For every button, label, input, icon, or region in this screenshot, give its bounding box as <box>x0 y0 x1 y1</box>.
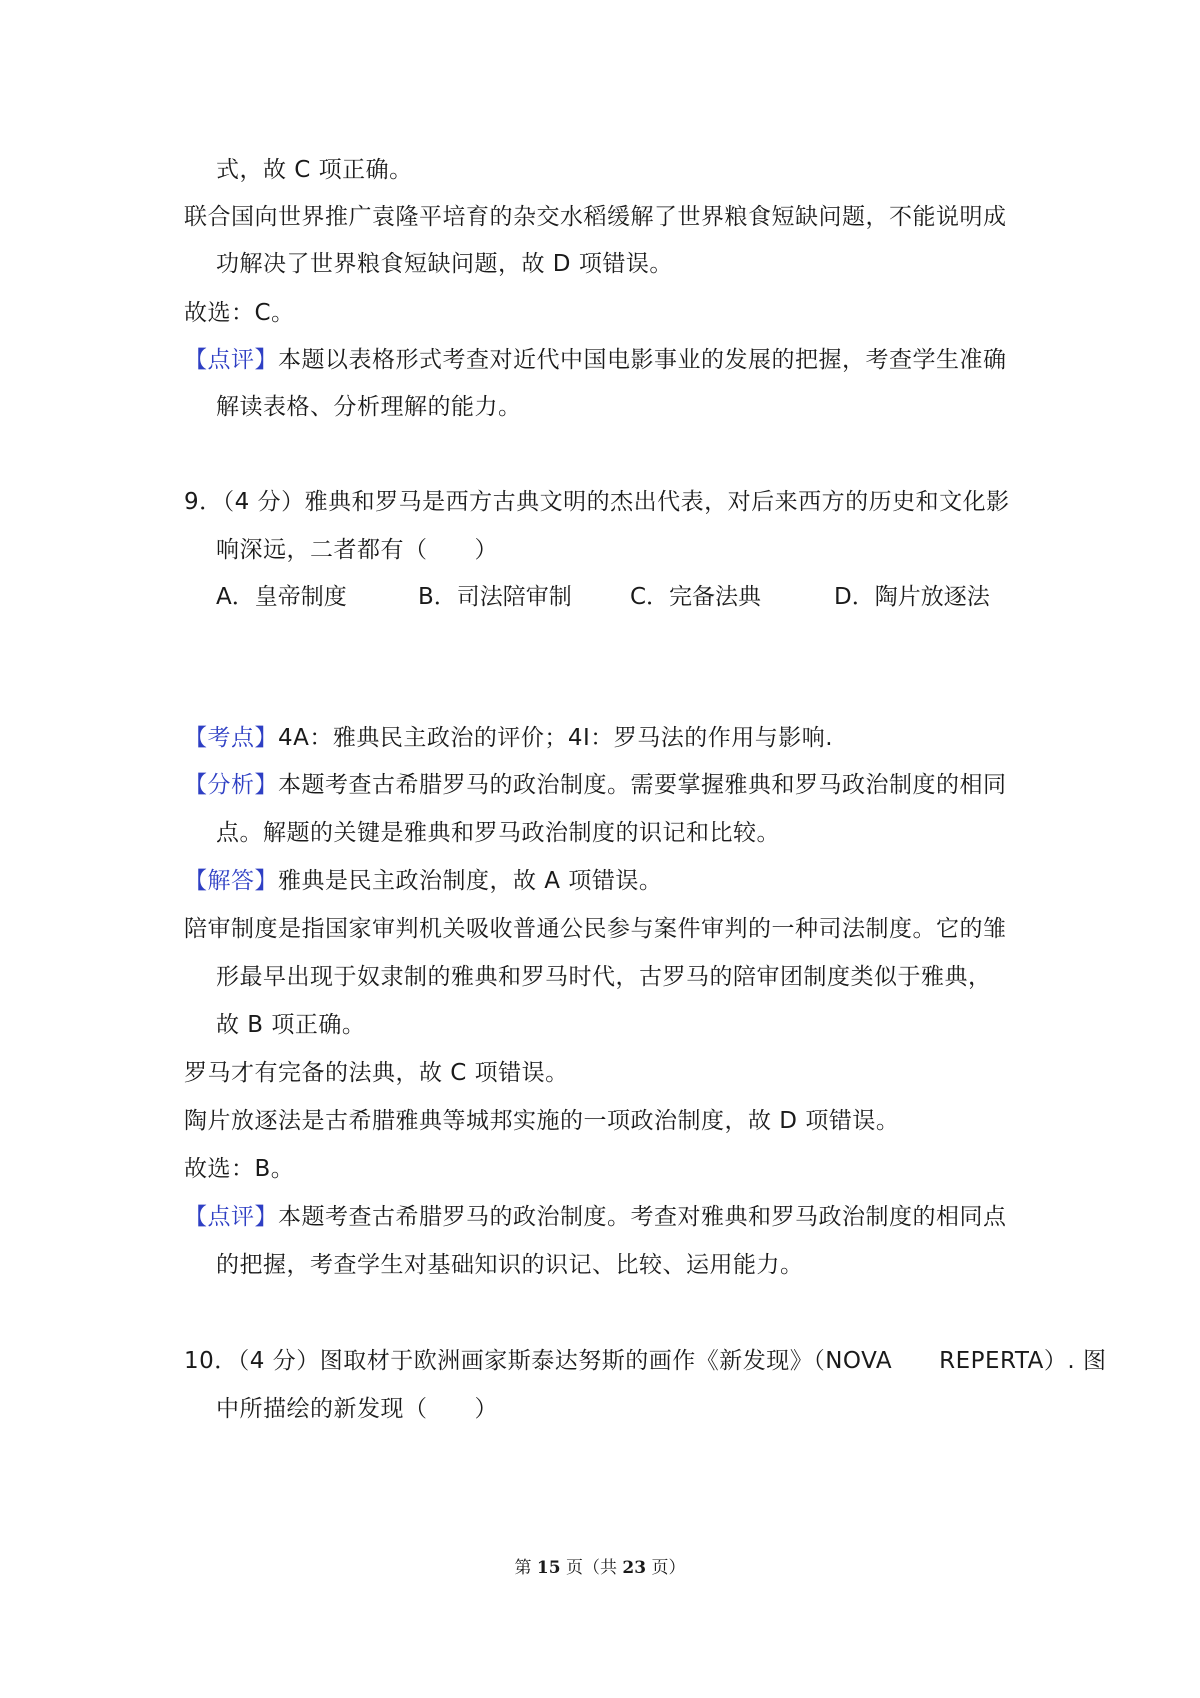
fenxi-text: 本题考查古希腊罗马的政治制度。需要掌握雅典和罗马政治制度的相同 <box>278 772 1007 798</box>
footer-prefix: 第 <box>514 1558 537 1578</box>
q9-option-c: C．完备法典 <box>630 584 762 610</box>
dianping-text: 本题考查古希腊罗马的政治制度。考查对雅典和罗马政治制度的相同点 <box>278 1204 1007 1230</box>
comment-tag: 【点评】 <box>184 347 278 373</box>
q9-jieda-line6: 陶片放逐法是古希腊雅典等城邦实施的一项政治制度，故 D 项错误。 <box>184 1108 900 1134</box>
prev-analysis-line: 联合国向世界推广袁隆平培育的杂交水稻缓解了世界粮食短缺问题，不能说明成 <box>184 204 1007 230</box>
prev-answer-choice: 故选：C。 <box>184 300 295 326</box>
q9-jieda-line4: 故 B 项正确。 <box>216 1012 366 1038</box>
comment-text: 本题以表格形式考查对近代中国电影事业的发展的把握，考查学生准确 <box>278 347 1007 373</box>
q9-fenxi <box>184 770 1007 800</box>
q9-answer: 故选：B。 <box>184 1156 295 1182</box>
footer-page-number: 15 <box>536 1558 561 1578</box>
footer-suffix: 页） <box>646 1558 686 1578</box>
fenxi-tag: 【分析】 <box>184 772 278 798</box>
q9-option-a: A．皇帝制度 <box>216 584 347 610</box>
page-footer <box>0 1556 1200 1580</box>
q9-kaodian <box>184 723 833 753</box>
prev-answer-line: 式，故 C 项正确。 <box>216 157 413 183</box>
dianping-tag: 【点评】 <box>184 1204 278 1230</box>
q9-jieda <box>184 866 662 896</box>
kaodian-tag: 【考点】 <box>184 725 278 751</box>
q10-stem: 10．（4 分）图取材于欧洲画家斯泰达努斯的画作《新发现》（NOVA REPERTA）. 图 <box>184 1348 1107 1374</box>
q9-option-d: D．陶片放逐法 <box>834 584 990 610</box>
q9-stem-cont: 响深远，二者都有（ ） <box>216 537 498 563</box>
jieda-tag: 【解答】 <box>184 868 278 894</box>
q9-jieda-line2: 陪审制度是指国家审判机关吸收普通公民参与案件审判的一种司法制度。它的雏 <box>184 916 1007 942</box>
footer-middle: 页（共 <box>560 1558 623 1578</box>
q9-option-b: B．司法陪审制 <box>418 584 572 610</box>
q9-dianping <box>184 1202 1007 1232</box>
q9-jieda-line5: 罗马才有完备的法典，故 C 项错误。 <box>184 1060 569 1086</box>
jieda-text: 雅典是民主政治制度，故 A 项错误。 <box>278 868 663 894</box>
prev-comment <box>184 345 1007 375</box>
q10-stem-cont: 中所描绘的新发现（ ） <box>216 1396 498 1422</box>
kaodian-text: 4A：雅典民主政治的评价；4I：罗马法的作用与影响. <box>278 725 834 751</box>
q9-jieda-line3: 形最早出现于奴隶制的雅典和罗马时代，古罗马的陪审团制度类似于雅典， <box>216 964 992 990</box>
q9-fenxi-cont: 点。解题的关键是雅典和罗马政治制度的识记和比较。 <box>216 820 780 846</box>
q9-dianping-cont: 的把握，考查学生对基础知识的识记、比较、运用能力。 <box>216 1252 804 1278</box>
prev-analysis-line-cont: 功解决了世界粮食短缺问题，故 D 项错误。 <box>216 251 673 277</box>
footer-total-pages: 23 <box>622 1558 647 1578</box>
prev-comment-cont: 解读表格、分析理解的能力。 <box>216 394 522 420</box>
q9-stem: 9．（4 分）雅典和罗马是西方古典文明的杰出代表，对后来西方的历史和文化影 <box>184 489 1010 515</box>
